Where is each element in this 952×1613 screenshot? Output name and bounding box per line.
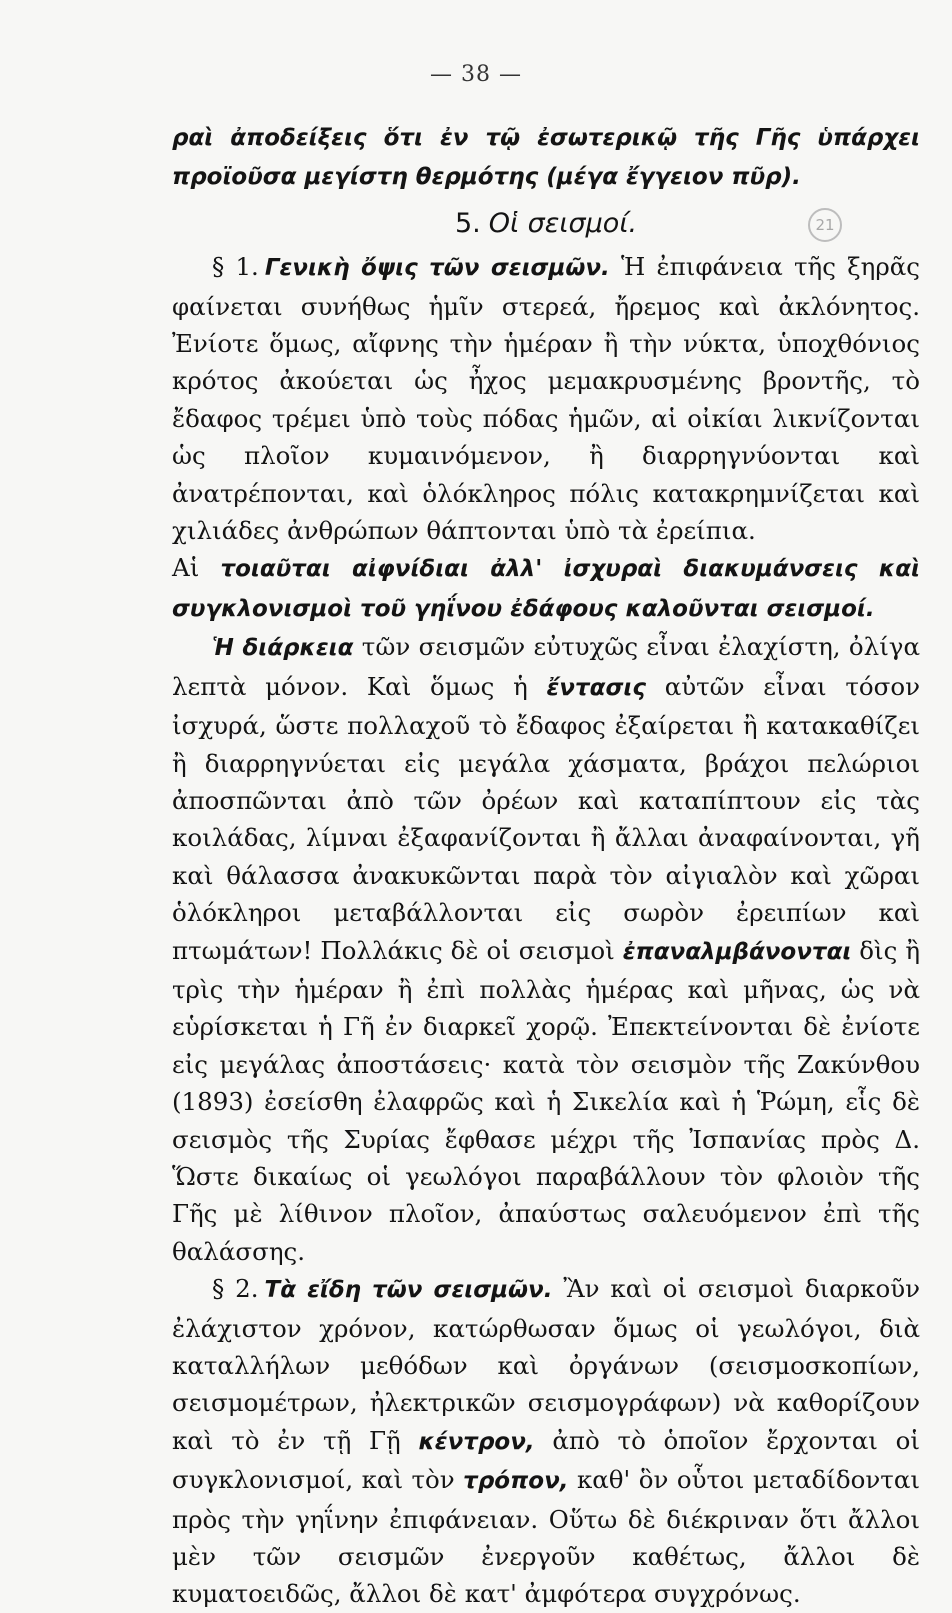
section2-text-c: καθ' ὃν οὗτοι μεταδίδονται πρὸς τὴν γηΐνην ἐπιφάνειαν. Οὕτω δὲ διέκριναν ὅτι ἄλλοι μὲν τῶν σεισμῶν ἐνεργοῦν καθέτως, ἄλλοι δὲ κυματοειδῶς, ἄλλοι δὲ κατ' ἀμφότερα συγχρόνως. (172, 1465, 920, 1609)
intro-text: ραὶ ἀποδείξεις ὅτι ἐν τῷ ἐσωτερικῷ τῆς Γῆς ὑπάρχει προϊοῦσα μεγίστη θερμότης (μέγα ἔγγειον πῦρ). (172, 125, 920, 191)
section1-p2-text: Αἱ (172, 553, 200, 583)
section1-p3-text-c: δὶς ἢ τρὶς τὴν ἡμέραν ἢ ἐπὶ πολλὰς ἡμέρας καὶ μῆνας, ὡς νὰ εὑρίσκεται ἡ Γῆ ἐν διαρκεῖ χορῷ. Ἐπεκτείνονται δὲ ἐνίοτε εἰς μεγάλας ἀποστάσεις· κατὰ τὸν σεισμὸν τῆς Ζακύνθου (1893) ἐσείσθη ἐλαφρῶς καὶ ἡ Σικελία καὶ ἡ Ῥώμη, εἷς δὲ σεισμὸς τῆς Συρίας ἔφθασε μέχρι τῆς Ἰσπανίας πρὸς Δ. Ὥστε δικαίως οἱ γεωλόγοι παραβάλλουν τὸν φλοιὸν τῆς Γῆς μὲ λίθινον πλοῖον, ἀπαύστως σαλευόμενον ἐπὶ τῆς θαλάσσης. (172, 935, 920, 1266)
chapter-number: 5. (454, 207, 481, 239)
page-number: — 38 — (430, 62, 522, 87)
chapter-title: Οἱ σεισμοί. (488, 207, 638, 239)
section1-mark: § 1. (212, 252, 259, 282)
section1-paragraph3 (172, 628, 920, 1270)
section1-paragraph1 (172, 248, 920, 549)
section1-p3-emphasis-intensity: ἔντασις (546, 674, 646, 701)
section1-title: Γενικὴ ὄψις τῶν σεισμῶν. (264, 255, 610, 282)
section2-emphasis-center: κέντρον, (418, 1428, 535, 1455)
section2-paragraph (172, 1270, 920, 1613)
section2-mark: § 2. (212, 1274, 259, 1304)
intro-paragraph (172, 118, 920, 197)
section1-p3-emphasis-duration: Ἡ διάρκεια (212, 635, 354, 662)
section1-paragraph2 (172, 549, 920, 628)
section2-emphasis-mode: τρόπον, (463, 1468, 569, 1495)
chapter-heading (172, 205, 920, 242)
section2-text-a: Ἂν καὶ οἱ σεισμοὶ διαρκοῦν ἐλάχιστον χρόνον, κατώρθωσαν ὅμως οἱ γεωλόγοι, διὰ καταλλήλων μεθόδων καὶ ὀργάνων (σεισμοσκοπίων, σεισμομέτρων, ἠλεκτρικῶν σεισμογράφων) νὰ καθορίζουν καὶ τὸ ἐν τῇ Γῇ (172, 1274, 920, 1455)
section1-p3-text-b: αὐτῶν εἶναι τόσον ἰσχυρά, ὥστε πολλαχοῦ τὸ ἔδαφος ἐξαίρεται ἢ κατακαθίζει ἢ διαρρηγνύεται εἰς μεγάλα χάσματα, βράχοι πελώριοι ἀποσπῶνται ἀπὸ τῶν ὀρέων καὶ καταπίπτουν εἰς τὰς κοιλάδας, λίμναι ἐξαφανίζονται ἢ ἄλλαι ἀναφαίνονται, γῆ καὶ θάλασσα ἀνακυκῶνται παρὰ τὸν αἰγιαλὸν καὶ χῶραι ὁλόκληροι μεταβάλλονται εἰς σωρὸν ἐρειπίων καὶ πτωμάτων! Πολλάκις δὲ οἱ σεισμοὶ (172, 671, 920, 965)
library-stamp: 21 (808, 208, 842, 242)
section1-p1-text: Ἡ ἐπιφάνεια τῆς ξηρᾶς φαίνεται συνήθως ἡμῖν στερεά, ἤρεμος καὶ ἀκλόνητος. Ἐνίοτε ὅμως, αἴφνης τὴν ἡμέραν ἢ τὴν νύκτα, ὑποχθόνιος κρότος ἀκούεται ὡς ἦχος μεμακρυσμένης βροντῆς, τὸ ἔδαφος τρέμει ὑπὸ τοὺς πόδας ἡμῶν, αἱ οἰκίαι λικνίζονται ὡς πλοῖον κυμαινόμενον, ἢ διαρρηγνύονται καὶ ἀνατρέπονται, καὶ ὁλόκληρος πόλις κατακρημνίζεται καὶ χιλιάδες ἀνθρώπων θάπτονται ὑπὸ τὰ ἐρείπια. (172, 252, 920, 546)
page-text (172, 118, 920, 1613)
section1-p2-emphasis: τοιαῦται αἰφνίδιαι ἀλλ' ἰσχυραὶ διακυμάνσεις καὶ συγκλονισμοὶ τοῦ γηΐνου ἐδάφους καλοῦνται σεισμοί. (172, 556, 920, 622)
section2-text-b: ἀπὸ τὸ ὁποῖον ἔρχονται οἱ συγκλονισμοί, καὶ τὸν (172, 1425, 921, 1495)
section2-title: Τὰ εἴδη τῶν σεισμῶν. (264, 1277, 553, 1304)
section1-p3-emphasis-repeat: ἐπαναλμβάνονται (622, 938, 852, 965)
section1-p3-text-a: τῶν σεισμῶν εὐτυχῶς εἶναι ἐλαχίστη, ὀλίγα λεπτὰ μόνον. Καὶ ὅμως ἡ (172, 632, 920, 701)
